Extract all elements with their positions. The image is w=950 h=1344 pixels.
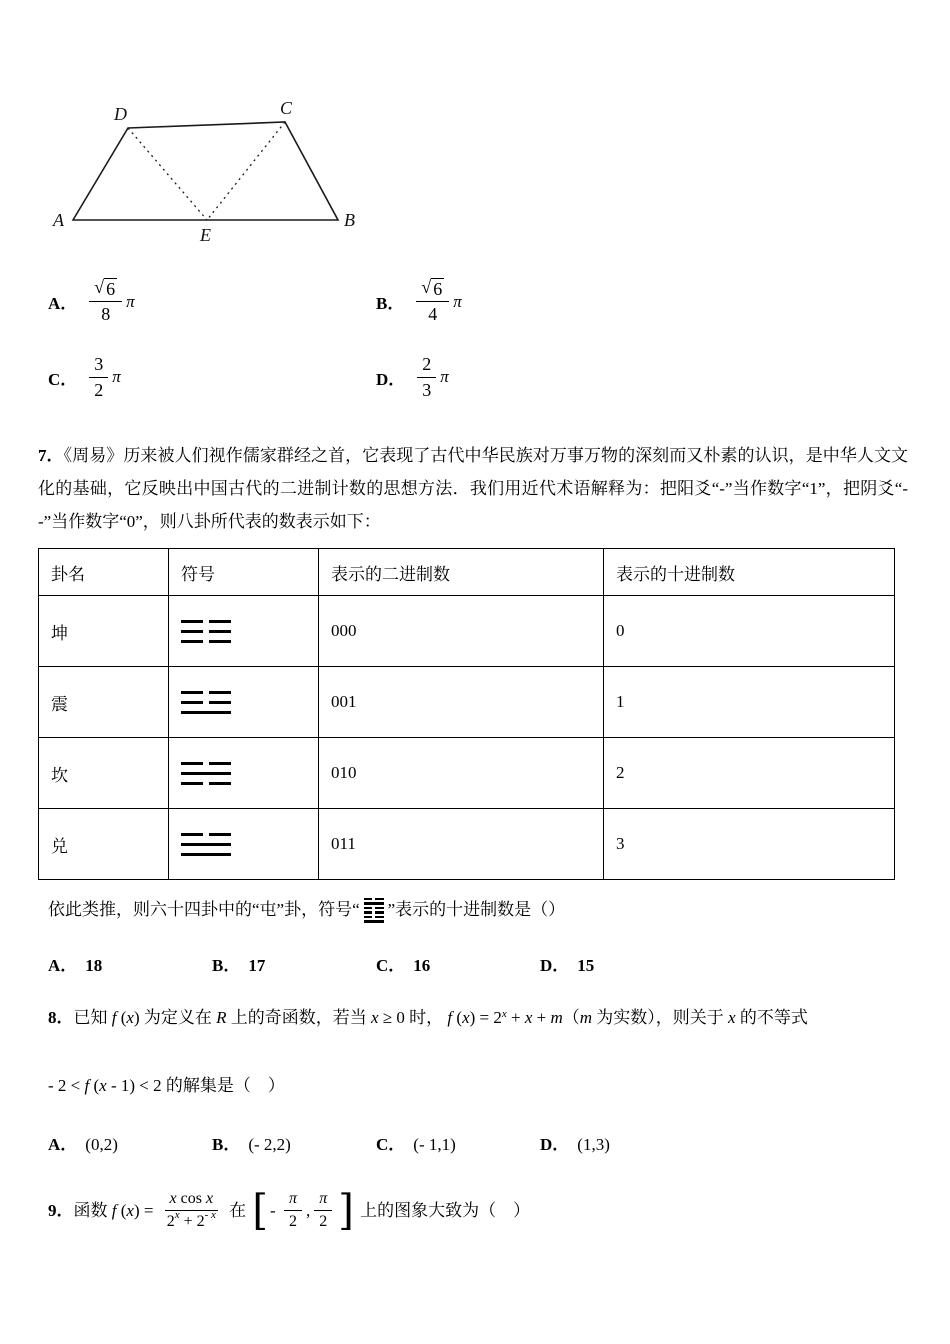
point-label-E: E xyxy=(200,225,211,245)
table-row-kan xyxy=(39,738,895,809)
table-row-kun xyxy=(39,596,895,667)
option-letter: B． xyxy=(376,294,405,314)
trapezoid-outline xyxy=(73,122,338,220)
q8-option-b xyxy=(212,1130,376,1155)
col-header-decimal: 表示的十进制数 xyxy=(604,549,895,596)
q8-option-c xyxy=(376,1130,540,1155)
option-value: 17 xyxy=(248,955,266,975)
option-letter: D． xyxy=(376,369,406,389)
trigram-kan-icon xyxy=(181,762,231,785)
option-value-math: √ 6 8 π xyxy=(85,278,134,325)
q8-options-row xyxy=(48,1130,908,1155)
decimal-cell: 1 xyxy=(604,667,895,738)
point-label-A: A xyxy=(53,210,64,230)
trigram-dui-icon xyxy=(181,833,231,856)
q8-statement-line1: 8． 已知 f ( x ) 为定义在 R 上的奇函数，若当 x ≥ 0 时， f ( x ) = 2 x + x + m （ m 为实数），则关于 x 的不等式 xyxy=(48,1007,808,1027)
trigram-zhen-icon xyxy=(181,691,231,714)
q7-option-a xyxy=(48,951,212,976)
q8-statement-line2: - 2 < f ( x - 1) < 2 的解集是（ ） xyxy=(48,1075,285,1095)
q7-options-row xyxy=(48,951,908,976)
decimal-cell: 2 xyxy=(604,738,895,809)
q7-option-c xyxy=(376,951,540,976)
gua-name-cell: 兑 xyxy=(39,809,169,880)
q6-options-row-2 xyxy=(48,353,908,401)
dotted-line-DE xyxy=(128,128,207,220)
table-header-row xyxy=(39,549,895,596)
decimal-cell: 0 xyxy=(604,596,895,667)
trapezoid-figure-svg xyxy=(48,100,388,252)
option-value: 18 xyxy=(85,955,103,975)
geometry-figure xyxy=(48,100,908,252)
option-letter: A． xyxy=(48,955,78,975)
option-value: (- 1,1) xyxy=(413,1135,456,1155)
bagua-table xyxy=(38,548,895,880)
gua-name-cell: 震 xyxy=(39,667,169,738)
option-letter: B． xyxy=(212,955,241,975)
option-letter: A． xyxy=(48,294,78,314)
option-value: (1,3) xyxy=(577,1135,610,1155)
q7-option-b xyxy=(212,951,376,976)
q6-options-row-1 xyxy=(48,278,908,325)
option-value-math: √ 6 4 π xyxy=(412,278,461,325)
point-label-B: B xyxy=(344,210,355,230)
table-row-zhen xyxy=(39,667,895,738)
col-header-binary: 表示的二进制数 xyxy=(319,549,604,596)
option-letter: C． xyxy=(376,955,406,975)
point-label-D: D xyxy=(114,104,127,124)
q6-option-d xyxy=(376,353,704,401)
gua-symbol-cell xyxy=(169,809,319,880)
option-value: 15 xyxy=(577,955,595,975)
gua-symbol-cell xyxy=(169,667,319,738)
dotted-line-CE xyxy=(207,122,285,220)
q8-option-a xyxy=(48,1130,212,1155)
option-letter: B． xyxy=(212,1135,241,1155)
gua-symbol-cell xyxy=(169,596,319,667)
q7-followup: 依此类推，则六十四卦中的“屯”卦，符号“ ”表示的十进制数是（） xyxy=(48,894,908,926)
q6-option-c xyxy=(48,353,376,401)
zhun-hexagram-icon xyxy=(364,898,384,923)
q7-number: 7． xyxy=(38,446,64,466)
q7-statement xyxy=(38,439,908,538)
binary-cell: 010 xyxy=(319,738,604,809)
q7-text: 《周易》历来被人们视作儒家群经之首，它表现了古代中华民族对万事万物的深刻而又朴素的认识，是中华人文文化的基础，它反映出中国古代的二进制计数的思想方法．我们用近代术语解释为：把阳爻“-”当作数字“1”，把阴爻“--”当作数字“0”，则八卦所代表的数表示如下： xyxy=(38,446,909,532)
q7-option-d xyxy=(540,951,704,976)
col-header-gua-name: 卦名 xyxy=(39,549,169,596)
option-letter: D． xyxy=(540,1135,570,1155)
trigram-kun-icon xyxy=(181,620,231,643)
gua-name-cell: 坎 xyxy=(39,738,169,809)
option-value: (- 2,2) xyxy=(248,1135,291,1155)
gua-name-cell: 坤 xyxy=(39,596,169,667)
option-letter: D． xyxy=(540,955,570,975)
option-letter: A． xyxy=(48,1135,78,1155)
option-value-math: $\frac{2}{3}$ π xyxy=(413,353,449,401)
q9-statement: 9． 函数 f ( x ) = x cos x 2 x + 2 - x 在 [ - $\frac{\pi}{2}$ , $\frac{\pi}{2}$ ] 上的图象大致为（ ） xyxy=(48,1186,531,1235)
q6-option-b xyxy=(376,278,704,325)
col-header-symbol: 符号 xyxy=(169,549,319,596)
option-letter: C． xyxy=(376,1135,406,1155)
option-letter: C． xyxy=(48,369,78,389)
q6-option-a xyxy=(48,278,376,325)
binary-cell: 000 xyxy=(319,596,604,667)
option-value-math: $\frac{3}{2}$ π xyxy=(85,353,121,401)
binary-cell: 001 xyxy=(319,667,604,738)
decimal-cell: 3 xyxy=(604,809,895,880)
point-label-C: C xyxy=(280,100,293,118)
binary-cell: 011 xyxy=(319,809,604,880)
table-row-dui xyxy=(39,809,895,880)
option-value: (0,2) xyxy=(85,1135,118,1155)
q8-option-d xyxy=(540,1130,704,1155)
option-value: 16 xyxy=(413,955,431,975)
gua-symbol-cell xyxy=(169,738,319,809)
